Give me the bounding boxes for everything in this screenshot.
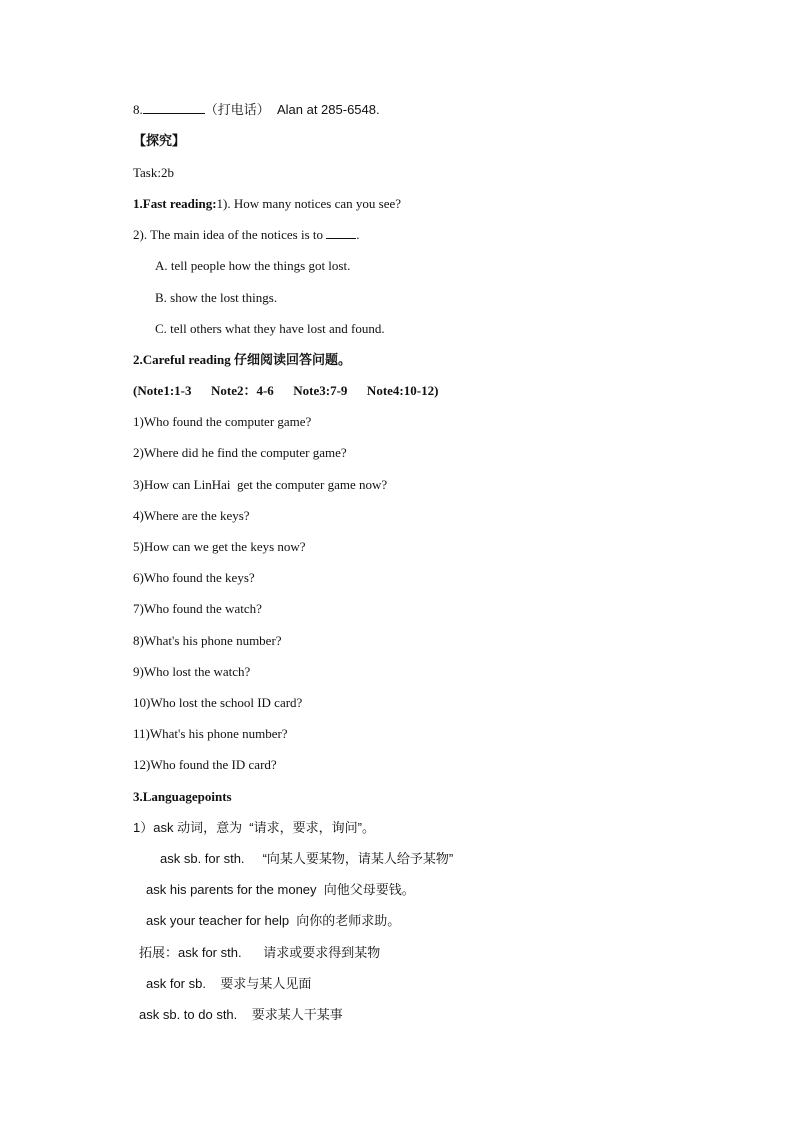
lp-ask-sb-for-sth: ask sb. for sth. “向某人要某物，请某人给予某物” (160, 851, 454, 866)
item-8 (133, 101, 380, 119)
lp-extension: 拓展：ask for sth. 请求或要求得到某物 (139, 945, 381, 960)
lp-ask-for-sb: ask for sb. 要求与某人见面 (146, 976, 312, 991)
lp-ask-definition: 1）ask 动词，意为 “请求，要求，询问”。 (133, 820, 375, 835)
fast-reading-label: 1.Fast reading: (133, 196, 217, 211)
fast-reading-q1: 1). How many notices can you see? (216, 196, 402, 211)
question-6: 6)Who found the keys? (133, 570, 255, 585)
question-2: 2)Where did he find the computer game? (133, 445, 347, 460)
item-8-number: 8. (133, 102, 143, 117)
question-5: 5)How can we get the keys now? (133, 539, 306, 554)
q2-text: 2). The main idea of the notices is to (133, 227, 327, 242)
question-3: 3)How can LinHai get the computer game now? (133, 477, 388, 492)
fast-reading-q2 (133, 226, 360, 244)
question-11: 11)What's his phone number? (133, 726, 288, 741)
q2-blank[interactable] (326, 226, 356, 239)
language-points-heading: 3.Languagepoints (133, 789, 232, 804)
question-10: 10)Who lost the school ID card? (133, 695, 303, 710)
section-tanjiu: 【探究】 (133, 133, 186, 148)
question-9: 9)Who lost the watch? (133, 664, 251, 679)
answer-blank[interactable] (143, 101, 205, 114)
lp-ask-sb-to-do: ask sb. to do sth. 要求某人干某事 (139, 1007, 343, 1022)
task-label: Task:2b (133, 165, 174, 180)
question-4: 4)Where are the keys? (133, 508, 250, 523)
option-b: B. show the lost things. (155, 290, 278, 305)
option-a: A. tell people how the things got lost. (155, 258, 351, 273)
question-7: 7)Who found the watch? (133, 601, 262, 616)
option-c: C. tell others what they have lost and found. (155, 321, 385, 336)
lp-example-teacher: ask your teacher for help 向你的老师求助。 (146, 913, 401, 928)
question-12: 12)Who found the ID card? (133, 757, 277, 772)
question-8: 8)What's his phone number? (133, 633, 282, 648)
fast-reading (133, 195, 401, 213)
careful-reading-heading: 2.Careful reading 仔细阅读回答问题。 (133, 352, 351, 367)
question-1: 1)Who found the computer game? (133, 414, 312, 429)
notes-ranges: (Note1:1-3 Note2：4-6 Note3:7-9 Note4:10-12) (133, 383, 439, 398)
lp-example-parents: ask his parents for the money 向他父母要钱。 (146, 882, 415, 897)
item-8-text: （打电话） Alan at 285-6548. (204, 102, 380, 117)
q2-period: . (356, 227, 360, 242)
